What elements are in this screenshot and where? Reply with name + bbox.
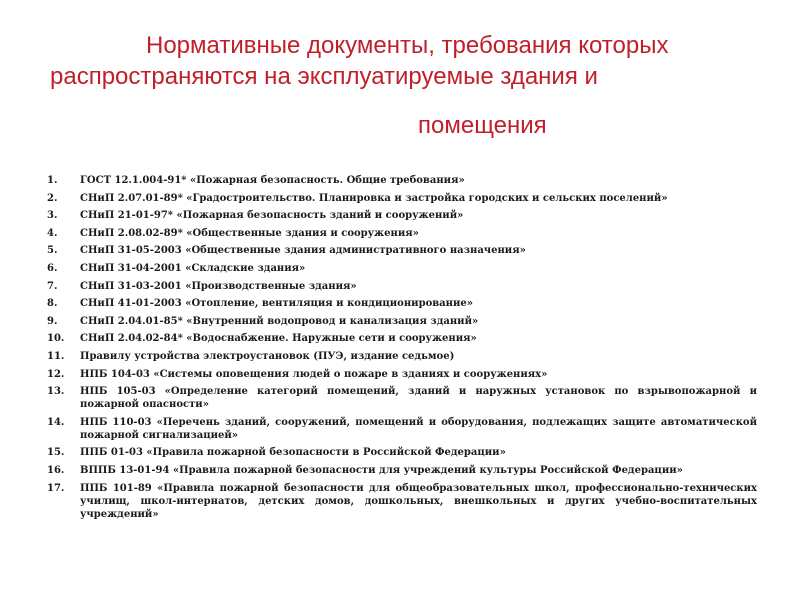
list-item	[47, 315, 757, 328]
list-item-text: НПБ 110-03 «Перечень зданий, сооружений, помещений и оборудования, подлежащих защите автоматической пожарной сигнализацией»	[80, 416, 757, 441]
list-item	[47, 209, 757, 222]
list-item-text: ВППБ 13-01-94 «Правила пожарной безопасности для учреждений культуры Российской Федерации»	[80, 464, 683, 476]
list-item	[47, 482, 757, 521]
list-item-text: СНиП 41-01-2003 «Отопление, вентиляция и кондиционирование»	[80, 298, 474, 310]
list-item	[47, 368, 757, 381]
list-item-text: ППБ 101-89 «Правила пожарной безопасности для общеобразовательных школ, профессионально-технических училищ, школ-интернатов, детских домов, дошкольных, внешкольных и других учебно-воспитательных учреждений»	[80, 482, 757, 520]
list-item-text: Правилу устройства электроустановок (ПУЭ, издание седьмое)	[80, 350, 455, 362]
list-item	[47, 350, 757, 363]
list-item-number: 6.	[47, 262, 58, 274]
list-item	[47, 227, 757, 240]
list-item-text: СНиП 31-03-2001 «Производственные здания»	[80, 280, 357, 292]
list-item	[47, 385, 757, 411]
list-item-text: ППБ 01-03 «Правила пожарной безопасности в Российской Федерации»	[80, 447, 506, 459]
normative-documents-list	[47, 174, 757, 525]
list-item	[47, 262, 757, 275]
list-item	[47, 332, 757, 345]
list-item-number: 2.	[47, 192, 58, 204]
list-item-number: 1.	[47, 175, 58, 186]
list-item-text: СНиП 31-04-2001 «Складские здания»	[80, 262, 306, 274]
list-item-number: 5.	[47, 245, 58, 257]
list-item-number: 13.	[47, 386, 65, 398]
list-item-number: 15.	[47, 447, 65, 459]
list-item-text: СНиП 2.04.02-84* «Водоснабжение. Наружные сети и сооружения»	[80, 333, 477, 345]
list-item-number: 7.	[47, 280, 58, 292]
list-item-text: СНиП 31-05-2003 «Общественные здания административного назначения»	[80, 245, 526, 257]
slide-title-line-3: помещения	[418, 112, 547, 139]
slide-title-line-1: Нормативные документы, требования которых	[146, 32, 669, 59]
list-item	[47, 464, 757, 477]
list-item-number: 8.	[47, 298, 58, 310]
list-item-text: НПБ 104-03 «Системы оповещения людей о пожаре в зданиях и сооружениях»	[80, 368, 548, 380]
list-item-number: 9.	[47, 315, 58, 327]
list-item	[47, 174, 757, 187]
list-item-text: СНиП 21-01-97* «Пожарная безопасность зданий и сооружений»	[80, 210, 464, 222]
list-item-number: 10.	[47, 333, 65, 345]
list-item	[47, 446, 757, 459]
list-item-number: 12.	[47, 368, 65, 380]
list-item	[47, 244, 757, 257]
list-item-text: СНиП 2.07.01-89* «Градостроительство. Планировка и застройка городских и сельских поселений»	[80, 192, 668, 204]
list-item-number: 4.	[47, 227, 58, 239]
list-item-text: НПБ 105-03 «Определение категорий помещений, зданий и наружных установок по взрывопожарной и пожарной опасности»	[80, 386, 757, 411]
list-item-number: 14.	[47, 416, 65, 428]
list-item	[47, 297, 757, 310]
slide-title-line-2: распространяются на эксплуатируемые здания и	[50, 63, 598, 90]
list-item-number: 16.	[47, 464, 65, 476]
list-item	[47, 416, 757, 442]
list-item-number: 3.	[47, 210, 58, 222]
list-item-number: 17.	[47, 482, 65, 494]
list-item	[47, 280, 757, 293]
list-item-text: СНиП 2.08.02-89* «Общественные здания и сооружения»	[80, 227, 419, 239]
list-item-text: СНиП 2.04.01-85* «Внутренний водопровод и канализация зданий»	[80, 315, 479, 327]
list-item	[47, 192, 757, 205]
list-item-number: 11.	[47, 350, 65, 362]
list-item-text: ГОСТ 12.1.004-91* «Пожарная безопасность. Общие требования»	[80, 175, 465, 186]
